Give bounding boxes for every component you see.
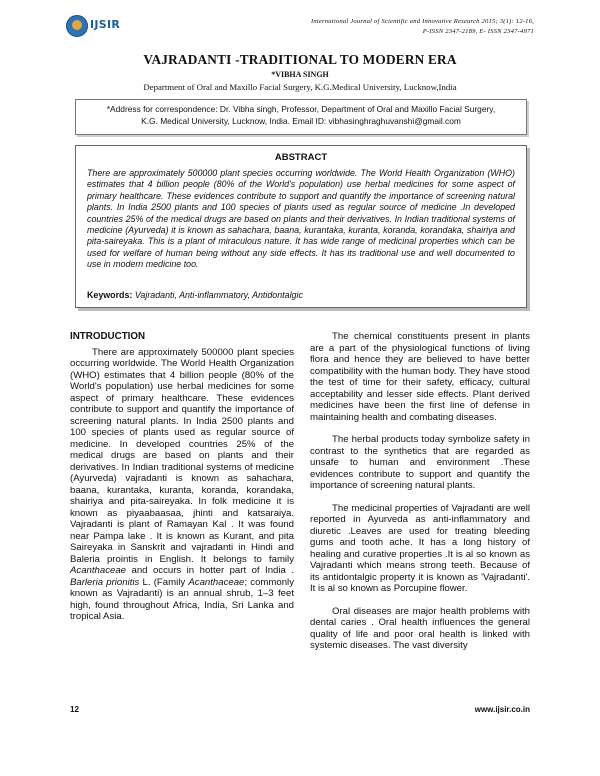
paragraph-herbal-products: The herbal products today symbolize safety in contrast to the synthetics that are regarded as unsafe to human and environment .These evidences contribute to support and quantify the importance of screening natural plants.	[310, 434, 530, 491]
intro-text-b: and occurs in hotter part of India .	[126, 565, 294, 576]
paragraph-medicinal-properties: The medicinal properties of Vajradanti are well reported in Ayurveda as anti-inflammatory and diuretic .Leaves are used for treating bleeding gums and tooth ache. It has a long history of healing and curative properties .It is al so known as Vajradanti which means strong teeth. Because of its antidontalgic property it is known as 'Vajradanti'. It is al so known as Porcupine flower.	[310, 502, 530, 594]
paper-title: VAJRADANTI -TRADITIONAL TO MODERN ERA	[143, 52, 457, 67]
family-name-2: Acanthaceae	[188, 576, 245, 588]
intro-paragraph	[70, 347, 294, 623]
keywords-text: Vajradanti, Anti-inflammatory, Antidontalgic	[132, 290, 303, 300]
column-right	[310, 331, 530, 663]
department: Department of Oral and Maxillo Facial Surgery, K.G.Medical University, Lucknow,India	[143, 82, 457, 92]
journal-logo	[66, 14, 128, 36]
address-line-2: K.G. Medical University, Lucknow, India. Email ID: vibhasinghraghuvanshi@gmail.com	[141, 116, 461, 126]
column-left	[70, 331, 294, 634]
keywords	[87, 290, 303, 300]
intro-text-c: L. (Family	[139, 576, 189, 588]
paragraph-constituents: The chemical constituents present in plants are a part of the physiological functions of living flora and hence they are believed to have better compatibility with the human body. They have stood the test of time for their safety, efficacy, cultural acceptability and lesser side effects. Plant derived medicines have been the first line of defense in maintaining health and combating diseases.	[310, 331, 530, 423]
keywords-label: Keywords:	[87, 290, 133, 300]
species-name: Barleria prionitis	[70, 576, 140, 588]
address-line-1: *Address for correspondence: Dr. Vibha singh, Professor, Department of Oral and Maxillo Facial Surgery,	[106, 104, 496, 114]
journal-citation	[204, 17, 534, 37]
abstract-heading: ABSTRACT	[274, 152, 328, 163]
correspondence-box	[75, 99, 527, 135]
abstract-box	[75, 145, 527, 308]
page-number: 12	[70, 705, 79, 714]
intro-heading: INTRODUCTION	[70, 331, 146, 342]
author: *VIBHA SINGH	[271, 70, 329, 79]
logo-text: IJSIR	[90, 18, 121, 31]
address-text	[76, 100, 526, 127]
footer-website: www.ijsir.co.in	[474, 705, 530, 714]
intro-text-a: There are approximately 500000 plant species occurring worldwide. The World Health Organization (WHO) estimates that 4 billion people (80% of the World's population) use herbal medicines for some aspect of primary healthcare. These evidences contribute to support and quantify the importance of screening natural plants. In India 2500 plants and 100 species of plants used as regular source of medicine. In developed countries 25% of the medical drugs are based on plants and their derivatives. In Indian traditional systems of medicine (Ayurveda) vajradanti is known as sahachara, baana, kurantaka, kuranta, koranda, korandaka, shairiya and pita-saireyaka. In folk medicine it is known as piyaabaasaa, jhinti and katsaraiya. Vajradanti is plant of Ramayan Kal . It was found near Pampa lake . It is known as Kurant, and pita Saireyaka in Sanskrit and vajradanti in Hindi and Baleria prointis in English. It belongs to family	[70, 346, 294, 565]
journal-line-1: International Journal of Scientific and Innovative Research 2015; 3(1): 12-16,	[310, 18, 534, 25]
paragraph-oral-diseases: Oral diseases are major health problems with dental caries . Oral health influences the general quality of life and poor oral health is linked with systemic diseases. The vast diversity	[310, 605, 530, 651]
family-name: Acanthaceae	[70, 565, 127, 576]
intro-text-d: ; commonly known as Vajradanti) is an annual shrub, 1–3 feet high, found throughout Africa, India, Sri Lanka and tropical Asia.	[70, 576, 294, 622]
journal-line-2: P-ISSN 2347-2189, E- ISSN 2347-4971	[422, 28, 534, 35]
abstract-text: There are approximately 500000 plant species occurring worldwide. The World Health Organization (WHO) estimates that 4 billion people (80% of the World's population) use herbal medicines for some aspect of primary healthcare. These evidences contribute to support and quantify the importance of screening natural plants. In India 2500 plants and 100 species of plants used as regular source of medicine .In developed countries 25% of the medical drugs are based on plants and their derivatives. In Indian traditional systems of medicine (Ayurveda) it is known as sahachara, baana, kurantaka, kuranta, koranda, korandaka, shairiya and pita-saireyaka. This is a plant of miraculous nature. It has wide range of medicinal properties which can be used for welfare of human being without any side effects. It has its traditional use and well documented to use in modern medicine too.	[87, 168, 515, 270]
logo-globe-icon	[66, 15, 88, 37]
